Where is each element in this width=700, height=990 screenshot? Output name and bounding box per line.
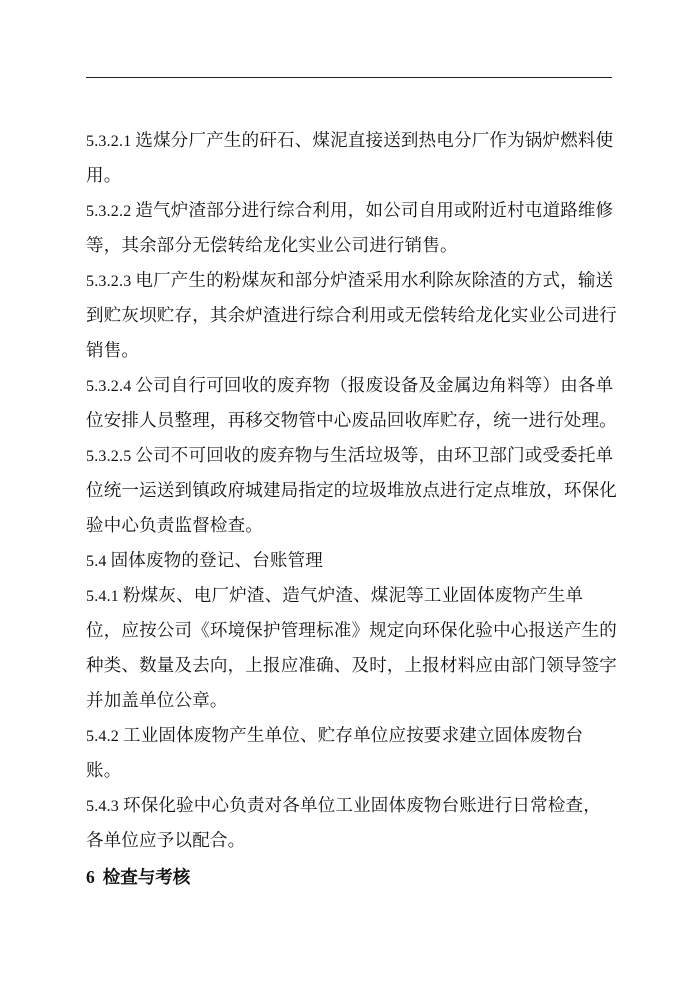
paragraph-5-3-2-4: [86, 369, 618, 439]
clause-text: 公司自行可回收的废弃物（报废设备及金属边角料等）由各单位安排人员整理，再移交物管中心废品回收库贮存，统一进行处理。: [86, 376, 617, 431]
clause-number: 5.3.2.3: [86, 273, 132, 290]
subsection-heading-5-4: [86, 544, 618, 579]
clause-number: 5.4: [86, 553, 107, 570]
section-heading-6: [86, 859, 618, 896]
paragraph-5-3-2-1: [86, 124, 618, 194]
clause-text: 粉煤灰、电厂炉渣、造气炉渣、煤泥等工业固体废物产生单位，应按公司《环境保护管理标准》规定向环保化验中心报送产生的种类、数量及去向，上报应准确、及时，上报材料应由部门领导签字并加盖单位公章。: [86, 586, 617, 711]
header-rule: [86, 77, 612, 78]
section-number: 6: [86, 867, 95, 887]
paragraph-5-4-3: [86, 789, 618, 859]
clause-number: 5.3.2.4: [86, 378, 132, 395]
clause-number: 5.4.3: [86, 798, 119, 815]
section-title: 检查与考核: [102, 868, 191, 888]
clause-text: 环保化验中心负责对各单位工业固体废物台账进行日常检查，各单位应予以配合。: [86, 796, 601, 851]
clause-text: 固体废物的登记、台账管理: [110, 551, 324, 571]
paragraph-5-3-2-3: [86, 264, 618, 369]
paragraph-5-4-2: [86, 719, 618, 789]
document-body: [86, 124, 618, 896]
clause-text: 造气炉渣部分进行综合利用，如公司自用或附近村屯道路维修等，其余部分无偿转给龙化实业公司进行销售。: [86, 201, 614, 256]
paragraph-5-3-2-2: [86, 194, 618, 264]
clause-number: 5.3.2.5: [86, 448, 132, 465]
clause-text: 工业固体废物产生单位、贮存单位应按要求建立固体废物台账。: [86, 726, 584, 781]
clause-text: 选煤分厂产生的矸石、煤泥直接送到热电分厂作为锅炉燃料使用。: [86, 131, 614, 186]
clause-number: 5.4.2: [86, 728, 119, 745]
clause-text: 电厂产生的粉煤灰和部分炉渣采用水利除灰除渣的方式，输送到贮灰坝贮存，其余炉渣进行综合利用或无偿转给龙化实业公司进行销售。: [86, 271, 617, 361]
paragraph-5-3-2-5: [86, 439, 618, 544]
clause-number: 5.3.2.2: [86, 203, 132, 220]
clause-number: 5.3.2.1: [86, 133, 132, 150]
clause-text: 公司不可回收的废弃物与生活垃圾等，由环卫部门或受委托单位统一运送到镇政府城建局指定的垃圾堆放点进行定点堆放，环保化验中心负责监督检查。: [86, 446, 617, 536]
clause-number: 5.4.1: [86, 588, 119, 605]
paragraph-5-4-1: [86, 579, 618, 719]
